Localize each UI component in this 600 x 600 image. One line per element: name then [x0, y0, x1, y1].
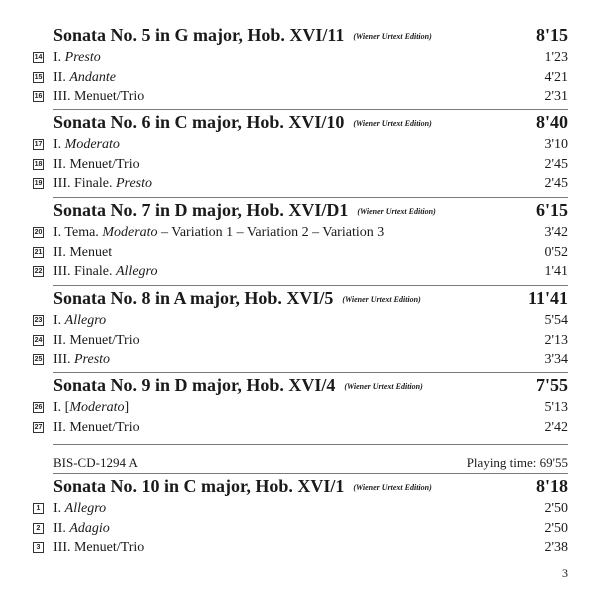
sonata-total-duration: 6'15 [535, 200, 568, 220]
movement-text: ] [124, 400, 130, 415]
track-row [0, 135, 600, 154]
section-divider [53, 372, 568, 373]
track-row [0, 223, 600, 242]
track-row [0, 243, 600, 262]
track-row [0, 331, 600, 350]
tempo-marking: Adagio [69, 520, 110, 536]
section-divider [53, 285, 568, 286]
playing-time: Playing time: 69'55 [466, 455, 568, 470]
edition-note: (Wiener Urtext Edition) [353, 32, 432, 41]
track-duration: 2'45 [544, 156, 568, 172]
tempo-marking: Allegro [64, 313, 107, 328]
track-row [0, 538, 600, 557]
tempo-marking: Moderato [69, 400, 125, 415]
track-number-badge: 16 [34, 93, 43, 100]
edition-note: (Wiener Urtext Edition) [344, 382, 423, 391]
tempo-marking: Allegro [115, 264, 158, 279]
track-number-badge: 1 [33, 503, 44, 514]
sonata-header [53, 475, 568, 497]
sonata-header [53, 199, 568, 221]
movement-title [53, 243, 112, 262]
track-row [0, 48, 600, 67]
sonata-header [53, 111, 568, 133]
disc-break [53, 454, 568, 472]
track-row [0, 262, 600, 281]
track-number-badge: 17 [34, 141, 43, 148]
track-number-badge: 26 [34, 404, 43, 411]
movement-title [53, 499, 106, 518]
track-duration: 2'42 [544, 419, 568, 435]
tempo-marking: Moderato [102, 225, 158, 240]
track-number-badge: 14 [34, 54, 43, 61]
track-number-badge: 18 [34, 160, 43, 168]
movement-title [53, 223, 384, 242]
movement-text: I. Tema. [53, 225, 103, 240]
sonata-title [53, 111, 432, 137]
movement-text: – Variation 1 – Variation 2 – Variation 3 [157, 225, 385, 240]
movement-title [53, 68, 116, 87]
movement-text: II. Menuet/Trio [53, 332, 140, 348]
track-number-badge: 3 [33, 542, 44, 553]
track-row [0, 87, 600, 106]
sonata-total-duration: 8'15 [535, 25, 568, 45]
section-divider [53, 473, 568, 474]
tempo-marking: Presto [74, 352, 111, 367]
movement-text: III. Finale. [53, 264, 116, 279]
movement-title [53, 174, 152, 193]
track-row [0, 350, 600, 369]
track-duration: 4'21 [544, 69, 568, 85]
sonata-header [53, 287, 568, 309]
sonata-header [53, 24, 568, 46]
movement-text: I. [ [53, 400, 70, 415]
track-number-badge: 19 [34, 180, 43, 187]
tempo-marking: Presto [64, 50, 101, 65]
tempo-marking: Moderato [64, 137, 120, 152]
track-row [0, 68, 600, 87]
sonata-total-duration: 7'55 [535, 375, 568, 395]
sonata-title [53, 199, 436, 225]
sonata-header [53, 374, 568, 396]
track-duration: 5'13 [544, 400, 568, 415]
track-duration: 1'23 [544, 50, 568, 65]
movement-text: III. Menuet/Trio [53, 540, 145, 555]
sonata-title-text: Sonata No. 8 in A major, Hob. XVI/5 [53, 288, 334, 308]
track-number-badge: 24 [34, 336, 43, 344]
movement-title [53, 135, 120, 154]
movement-title [53, 331, 140, 350]
sonata-title [53, 475, 432, 501]
sonata-title-text: Sonata No. 9 in D major, Hob. XVI/4 [53, 375, 336, 395]
movement-title [53, 262, 157, 281]
section-divider [53, 444, 568, 445]
movement-title [53, 398, 129, 417]
movement-text: I. [53, 137, 65, 152]
movement-text: II. Menuet/Trio [53, 419, 140, 435]
movement-title [53, 311, 106, 330]
movement-title [53, 538, 144, 557]
movement-title [53, 87, 144, 106]
movement-text: III. Finale. [53, 176, 116, 191]
sonata-title [53, 374, 423, 400]
track-number-badge: 20 [34, 229, 43, 236]
track-number-badge: 27 [34, 423, 43, 431]
edition-note: (Wiener Urtext Edition) [342, 295, 421, 304]
movement-title [53, 155, 140, 174]
movement-text: II. [53, 520, 70, 536]
track-duration: 2'31 [544, 89, 568, 104]
movement-text: I. [53, 313, 65, 328]
track-row [0, 499, 600, 518]
edition-note: (Wiener Urtext Edition) [357, 207, 436, 216]
tempo-marking: Presto [115, 176, 153, 191]
track-duration: 2'38 [544, 540, 568, 555]
movement-title [53, 350, 110, 369]
track-duration: 2'50 [544, 501, 568, 516]
track-number-badge: 22 [34, 268, 43, 275]
sonata-title [53, 287, 421, 313]
movement-text: II. [53, 69, 70, 85]
track-duration: 3'10 [544, 137, 568, 152]
track-number-badge: 25 [34, 356, 43, 363]
movement-text: I. [53, 50, 65, 65]
track-duration: 2'50 [544, 520, 568, 536]
sonata-title-text: Sonata No. 7 in D major, Hob. XVI/D1 [53, 200, 349, 220]
tempo-marking: Andante [69, 69, 116, 85]
sonata-total-duration: 8'40 [535, 112, 568, 132]
edition-note: (Wiener Urtext Edition) [353, 119, 432, 128]
track-row [0, 519, 600, 538]
sonata-total-duration: 8'18 [535, 476, 568, 496]
track-number-badge: 21 [34, 248, 43, 256]
sonata-total-duration: 11'41 [527, 288, 568, 308]
track-row [0, 398, 600, 417]
section-divider [53, 197, 568, 198]
track-duration: 5'54 [544, 313, 568, 328]
section-divider [53, 109, 568, 110]
movement-text: II. Menuet/Trio [53, 156, 140, 172]
track-duration: 1'41 [544, 264, 568, 279]
track-row [0, 311, 600, 330]
movement-text: III. Menuet/Trio [53, 89, 145, 104]
edition-note: (Wiener Urtext Edition) [353, 483, 432, 492]
track-row [0, 174, 600, 193]
movement-title [53, 418, 140, 437]
movement-title [53, 48, 101, 67]
movement-text: III. [53, 352, 74, 367]
track-duration: 2'13 [544, 332, 568, 348]
track-duration: 2'45 [544, 176, 568, 191]
track-number-badge: 2 [33, 523, 44, 534]
movement-text: II. Menuet [53, 244, 113, 260]
sonata-title-text: Sonata No. 10 in C major, Hob. XVI/1 [53, 476, 345, 496]
track-duration: 3'34 [544, 352, 568, 367]
page-number: 3 [562, 566, 568, 580]
track-row [0, 155, 600, 174]
track-duration: 3'42 [544, 225, 568, 240]
tempo-marking: Allegro [64, 501, 107, 516]
sonata-title-text: Sonata No. 5 in G major, Hob. XVI/11 [53, 25, 345, 45]
movement-text: I. [53, 501, 65, 516]
track-number-badge: 23 [34, 317, 43, 324]
track-duration: 0'52 [544, 244, 568, 260]
movement-title [53, 519, 110, 538]
sonata-title-text: Sonata No. 6 in C major, Hob. XVI/10 [53, 112, 345, 132]
track-number-badge: 15 [34, 73, 43, 81]
track-row [0, 418, 600, 437]
disc-catalog-number: BIS-CD-1294 A [53, 455, 138, 470]
sonata-title [53, 24, 432, 50]
